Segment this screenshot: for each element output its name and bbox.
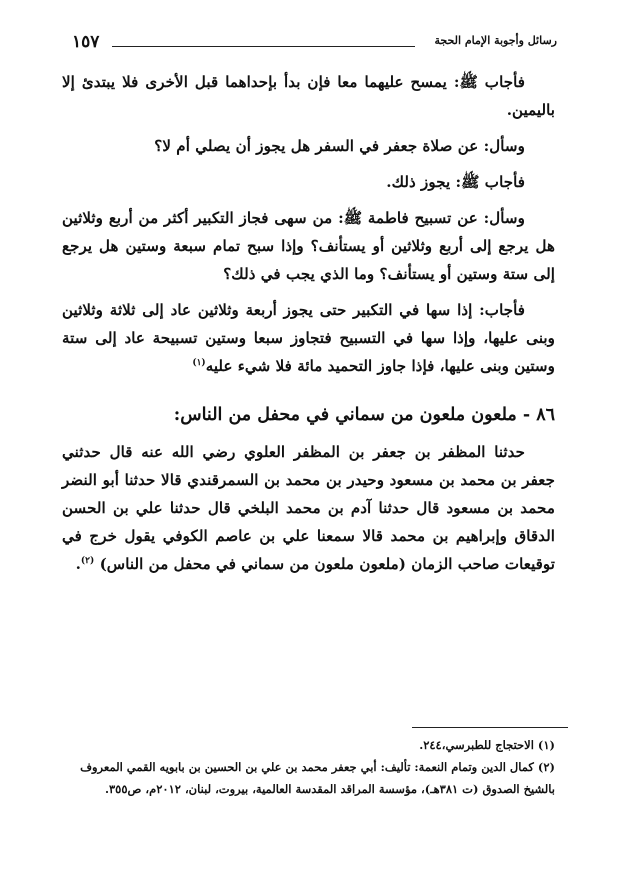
footnote: (٢) كمال الدين وتمام النعمة: تأليف: أبي جعفر محمد بن علي بن الحسين بن بابويه القمي المعروف بالشيخ الصدوق (ت ٣٨١هـ)، مؤسسة المراقد المقدسة العالمية، بيروت، لبنان، ٢٠١٢م، ص٣٥٥. — [80, 760, 555, 796]
question-paragraph: وسأل: عن صلاة جعفر في السفر هل يجوز أن يصلي أم لا؟ — [154, 137, 525, 155]
footnotes — [62, 734, 555, 800]
answer-text: فأجاب: إذا سها في التكبير حتى يجوز أربعة وثلاثين عاد إلى ثلاثة وثلاثين وبنى عليها، وإذا سها في التسبيح فتجاوز سبعا وستين تسبيحة عاد إلى ستة وستين وبنى عليها، فإذا جاوز التحميد مائة فلا شيء عليه — [62, 301, 555, 375]
footnote-marker: (١) — [192, 357, 206, 368]
footnote-separator — [412, 727, 568, 728]
narration-paragraph: حدثنا المظفر بن جعفر بن المظفر العلوي رضي الله عنه قال حدثني جعفر بن محمد بن مسعود وحيدر بن محمد بن السمرقندي قالا حدثنا أبو النضر محمد بن مسعود قال حدثنا آدم بن محمد البلخي قال حدثنا علي بن الحسن الدقاق وإبراهيم بن محمد قالا سمعنا علي بن عاصم الكوفي يقول خرج في توقيعات صاحب الزمان (ملعون ملعون من سماني في محفل من الناس) $^{(٢)}$. — [62, 443, 555, 573]
footnote: (١) الاحتجاج للطبرسي،٢٤٤. — [419, 738, 555, 752]
answer-paragraph — [62, 296, 555, 380]
question-paragraph: وسأل: عن تسبيح فاطمة ﷺ: من سهى فجاز التكبير أكثر من أربع وثلاثين هل يرجع إلى أربع وثلاثين أو يستأنف؟ وإذا سبح تمام سبعة وستين هل يرجع إلى ستة وستين أو يستأنف؟ وما الذي يجب في ذلك؟ — [62, 209, 555, 283]
page-header — [72, 32, 557, 54]
section-heading: ٨٦ - ملعون ملعون من سماني في محفل من الناس: — [173, 405, 555, 425]
answer-paragraph: فأجاب ﷺ: يمسح عليهما معا فإن بدأ بإحداهما قبل الأخرى فلا يبتدئ إلا باليمين. — [62, 73, 555, 119]
header-rule — [112, 46, 415, 47]
main-text — [62, 68, 555, 586]
narration-text: حدثنا المظفر بن جعفر بن المظفر العلوي رضي الله عنه قال حدثني جعفر بن محمد بن مسعود وحيدر بن محمد بن السمرقندي قالا حدثنا أبو النضر محمد بن مسعود قال حدثنا آدم بن محمد البلخي قال حدثنا علي بن الحسن الدقاق وإبراهيم بن محمد قالا سمعنا علي بن عاصم الكوفي يقول خرج في توقيعات صاحب الزمان (ملعون ملعون من سماني في محفل من الناس) — [62, 443, 555, 573]
page-number: ١٥٧ — [72, 32, 100, 52]
footnote-marker: (٢) — [80, 555, 95, 566]
answer-paragraph: فأجاب ﷺ: يجوز ذلك. — [386, 173, 525, 191]
running-title: رسائل وأجوبة الإمام الحجة — [434, 34, 557, 47]
